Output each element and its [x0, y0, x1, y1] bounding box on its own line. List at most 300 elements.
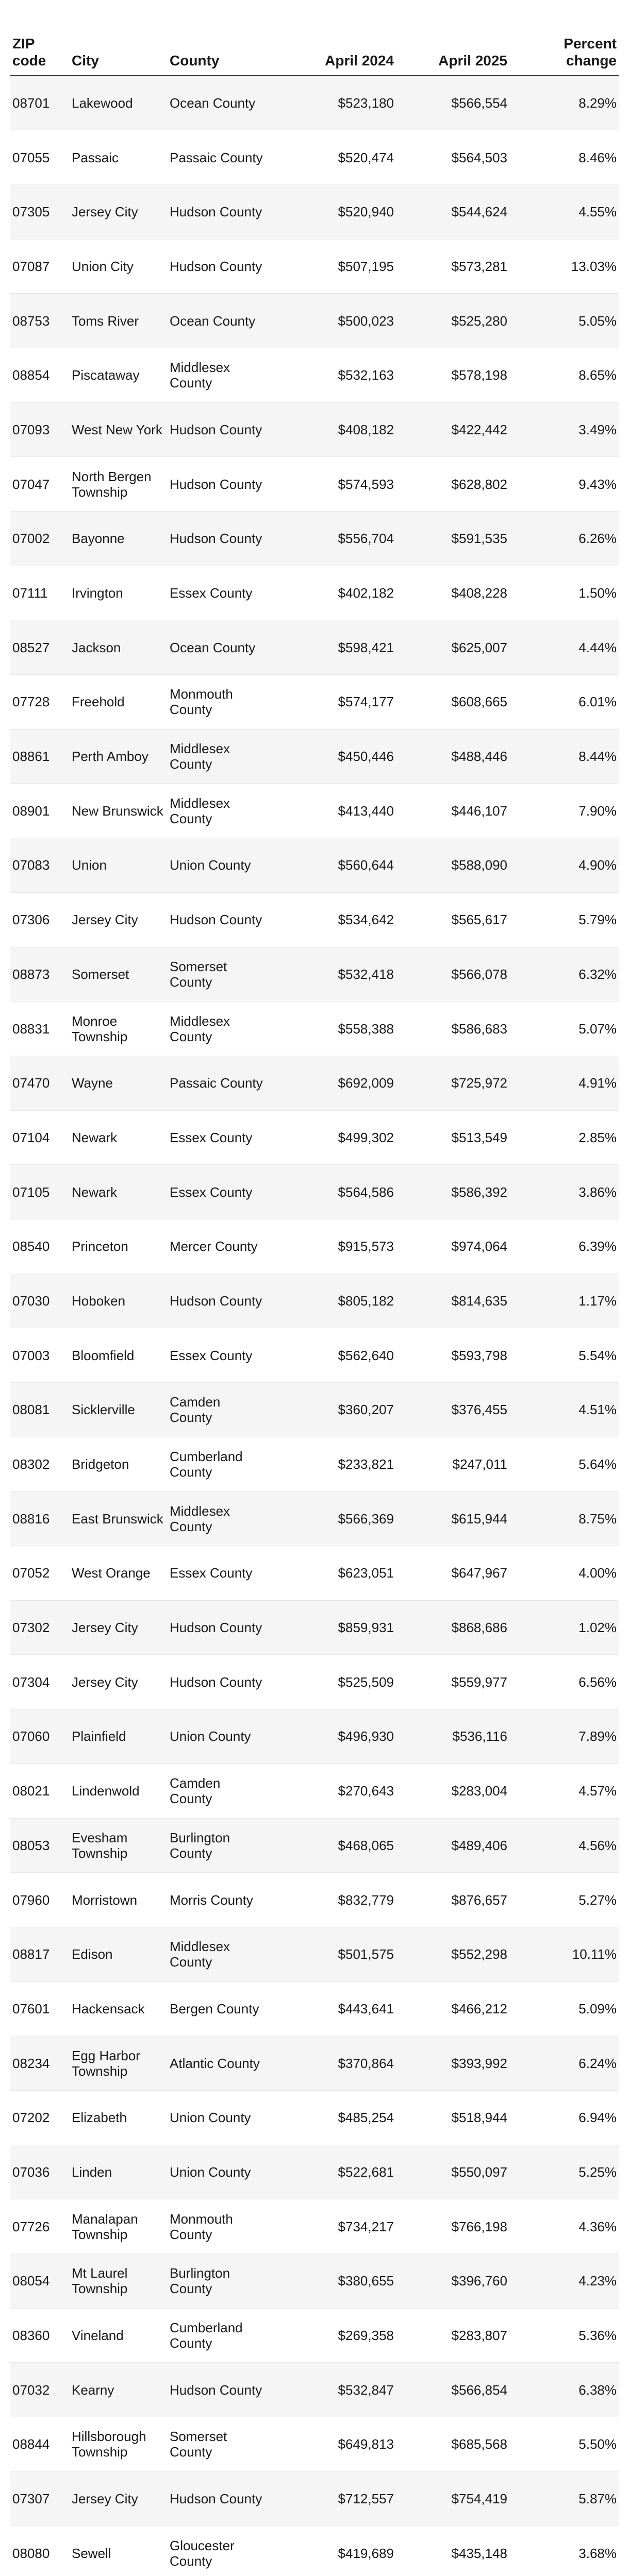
table-row — [10, 402, 619, 457]
zip-code-cell: 08540 — [10, 1219, 70, 1274]
april-2024-cell: $805,182 — [267, 1274, 396, 1328]
april-2025-cell: $488,446 — [396, 729, 509, 784]
april-2024-cell: $269,358 — [267, 2308, 396, 2363]
table-row — [10, 1328, 619, 1383]
zip-code-cell: 08081 — [10, 1383, 70, 1437]
county-cell: Hudson County — [168, 1655, 267, 1709]
zip-code-cell: 07003 — [10, 1328, 70, 1383]
april-2025-cell: $591,535 — [396, 512, 509, 566]
table-row — [10, 892, 619, 947]
zip-code-cell: 07305 — [10, 184, 70, 239]
header-row — [10, 10, 619, 76]
city-cell: West New York — [70, 402, 168, 457]
zip-code-cell: 08302 — [10, 1437, 70, 1492]
city-cell: Irvington — [70, 566, 168, 620]
april-2024-cell: $560,644 — [267, 838, 396, 893]
zip-code-cell: 08873 — [10, 947, 70, 1002]
april-2025-cell: $466,212 — [396, 1981, 509, 2036]
april-2024-cell: $520,940 — [267, 184, 396, 239]
april-2025-cell: $446,107 — [396, 784, 509, 838]
april-2024-cell: $532,418 — [267, 947, 396, 1002]
county-cell: Burlington County — [168, 2254, 267, 2309]
county-cell: Hudson County — [168, 2471, 267, 2526]
county-cell: Middlesex County — [168, 1492, 267, 1546]
april-2025-cell: $513,549 — [396, 1110, 509, 1165]
april-2025-cell: $564,503 — [396, 130, 509, 185]
table-row — [10, 566, 619, 620]
april-2024-cell: $915,573 — [267, 1219, 396, 1274]
percent-change-cell: 4.23% — [509, 2254, 619, 2309]
april-2025-cell: $565,617 — [396, 892, 509, 947]
city-cell: Newark — [70, 1110, 168, 1165]
data-table-container — [10, 10, 619, 2576]
table-row — [10, 1383, 619, 1437]
april-2025-cell: $283,004 — [396, 1764, 509, 1818]
table-row — [10, 239, 619, 294]
county-cell: Monmouth County — [168, 675, 267, 730]
april-2024-cell: $500,023 — [267, 294, 396, 348]
table-row — [10, 2471, 619, 2526]
table-row — [10, 1165, 619, 1219]
table-row — [10, 184, 619, 239]
table-row — [10, 1110, 619, 1165]
county-cell: Hudson County — [168, 512, 267, 566]
percent-change-cell: 1.50% — [509, 566, 619, 620]
county-cell: Union County — [168, 1709, 267, 1764]
county-cell: Hudson County — [168, 239, 267, 294]
table-row — [10, 1492, 619, 1546]
zip-code-cell: 07105 — [10, 1165, 70, 1219]
city-cell: Bloomfield — [70, 1328, 168, 1383]
april-2025-cell: $283,807 — [396, 2308, 509, 2363]
april-2025-cell: $566,078 — [396, 947, 509, 1002]
header-county[interactable]: County — [168, 10, 267, 76]
table-row — [10, 784, 619, 838]
city-cell: Jackson — [70, 620, 168, 675]
county-cell: Atlantic County — [168, 2036, 267, 2091]
city-cell: Jersey City — [70, 892, 168, 947]
table-header — [10, 10, 619, 76]
header-april-2025[interactable]: April 2025 — [396, 10, 509, 76]
april-2024-cell: $468,065 — [267, 1818, 396, 1873]
percent-change-cell: 4.51% — [509, 1383, 619, 1437]
zip-code-cell: 07030 — [10, 1274, 70, 1328]
table-row — [10, 1600, 619, 1655]
zip-code-cell: 07032 — [10, 2363, 70, 2417]
april-2025-cell: $876,657 — [396, 1873, 509, 1927]
county-cell: Gloucester County — [168, 2526, 267, 2576]
april-2024-cell: $520,474 — [267, 130, 396, 185]
percent-change-cell: 5.50% — [509, 2417, 619, 2472]
april-2025-cell: $814,635 — [396, 1274, 509, 1328]
header-april-2024[interactable]: April 2024 — [267, 10, 396, 76]
percent-change-cell: 3.68% — [509, 2526, 619, 2576]
zip-code-cell: 07304 — [10, 1655, 70, 1709]
april-2025-cell: $376,455 — [396, 1383, 509, 1437]
city-cell: Linden — [70, 2145, 168, 2199]
county-cell: Hudson County — [168, 1600, 267, 1655]
county-cell: Hudson County — [168, 2363, 267, 2417]
april-2024-cell: $450,446 — [267, 729, 396, 784]
table-row — [10, 348, 619, 402]
april-2024-cell: $413,440 — [267, 784, 396, 838]
table-row — [10, 2145, 619, 2199]
april-2024-cell: $558,388 — [267, 1002, 396, 1056]
zip-code-cell: 07087 — [10, 239, 70, 294]
table-row — [10, 1437, 619, 1492]
april-2024-cell: $734,217 — [267, 2199, 396, 2254]
zip-code-cell: 07306 — [10, 892, 70, 947]
city-cell: Newark — [70, 1165, 168, 1219]
city-cell: Morristown — [70, 1873, 168, 1927]
percent-change-cell: 6.01% — [509, 675, 619, 730]
county-cell: Ocean County — [168, 294, 267, 348]
percent-change-cell: 3.49% — [509, 402, 619, 457]
city-cell: Jersey City — [70, 2471, 168, 2526]
city-cell: Passaic — [70, 130, 168, 185]
april-2024-cell: $443,641 — [267, 1981, 396, 2036]
table-row — [10, 729, 619, 784]
zip-price-table — [10, 10, 619, 2576]
april-2025-cell: $559,977 — [396, 1655, 509, 1709]
zip-code-cell: 07728 — [10, 675, 70, 730]
table-row — [10, 947, 619, 1002]
county-cell: Somerset County — [168, 947, 267, 1002]
city-cell: Vineland — [70, 2308, 168, 2363]
city-cell: Jersey City — [70, 1655, 168, 1709]
table-row — [10, 1927, 619, 1981]
percent-change-cell: 1.17% — [509, 1274, 619, 1328]
city-cell: Toms River — [70, 294, 168, 348]
percent-change-cell: 5.09% — [509, 1981, 619, 2036]
april-2025-cell: $544,624 — [396, 184, 509, 239]
header-zip-code[interactable]: ZIP code — [10, 10, 70, 76]
zip-code-cell: 08080 — [10, 2526, 70, 2576]
county-cell: Camden County — [168, 1764, 267, 1818]
zip-code-cell: 07726 — [10, 2199, 70, 2254]
county-cell: Middlesex County — [168, 1927, 267, 1981]
percent-change-cell: 7.90% — [509, 784, 619, 838]
april-2025-cell: $578,198 — [396, 348, 509, 402]
county-cell: Cumberland County — [168, 1437, 267, 1492]
april-2024-cell: $556,704 — [267, 512, 396, 566]
county-cell: Union County — [168, 838, 267, 893]
april-2024-cell: $574,593 — [267, 457, 396, 512]
percent-change-cell: 7.89% — [509, 1709, 619, 1764]
table-row — [10, 2090, 619, 2145]
zip-code-cell: 07111 — [10, 566, 70, 620]
zip-code-cell: 08234 — [10, 2036, 70, 2091]
header-percent-change[interactable]: Percent change — [509, 10, 619, 76]
zip-code-cell: 07470 — [10, 1056, 70, 1110]
zip-code-cell: 08831 — [10, 1002, 70, 1056]
zip-code-cell: 07083 — [10, 838, 70, 893]
zip-code-cell: 08901 — [10, 784, 70, 838]
city-cell: Evesham Township — [70, 1818, 168, 1873]
percent-change-cell: 5.27% — [509, 1873, 619, 1927]
april-2025-cell: $489,406 — [396, 1818, 509, 1873]
percent-change-cell: 5.07% — [509, 1002, 619, 1056]
table-row — [10, 1655, 619, 1709]
zip-code-cell: 08054 — [10, 2254, 70, 2309]
percent-change-cell: 5.87% — [509, 2471, 619, 2526]
county-cell: Ocean County — [168, 76, 267, 130]
april-2024-cell: $522,681 — [267, 2145, 396, 2199]
table-row — [10, 1709, 619, 1764]
april-2024-cell: $534,642 — [267, 892, 396, 947]
county-cell: Hudson County — [168, 457, 267, 512]
april-2024-cell: $532,847 — [267, 2363, 396, 2417]
county-cell: Middlesex County — [168, 784, 267, 838]
april-2024-cell: $496,930 — [267, 1709, 396, 1764]
zip-code-cell: 08753 — [10, 294, 70, 348]
april-2025-cell: $422,442 — [396, 402, 509, 457]
city-cell: Jersey City — [70, 1600, 168, 1655]
percent-change-cell: 4.36% — [509, 2199, 619, 2254]
table-row — [10, 2199, 619, 2254]
percent-change-cell: 4.57% — [509, 1764, 619, 1818]
city-cell: Jersey City — [70, 184, 168, 239]
county-cell: Somerset County — [168, 2417, 267, 2472]
april-2024-cell: $380,655 — [267, 2254, 396, 2309]
city-cell: Sicklerville — [70, 1383, 168, 1437]
april-2025-cell: $608,665 — [396, 675, 509, 730]
table-row — [10, 1546, 619, 1601]
county-cell: Middlesex County — [168, 729, 267, 784]
zip-code-cell: 07093 — [10, 402, 70, 457]
city-cell: Wayne — [70, 1056, 168, 1110]
table-row — [10, 2036, 619, 2091]
percent-change-cell: 4.90% — [509, 838, 619, 893]
county-cell: Hudson County — [168, 1274, 267, 1328]
county-cell: Essex County — [168, 1328, 267, 1383]
city-cell: Edison — [70, 1927, 168, 1981]
april-2025-cell: $586,683 — [396, 1002, 509, 1056]
percent-change-cell: 6.26% — [509, 512, 619, 566]
april-2025-cell: $573,281 — [396, 239, 509, 294]
county-cell: Hudson County — [168, 184, 267, 239]
zip-code-cell: 07047 — [10, 457, 70, 512]
table-row — [10, 130, 619, 185]
county-cell: Middlesex County — [168, 348, 267, 402]
county-cell: Passaic County — [168, 130, 267, 185]
zip-code-cell: 08360 — [10, 2308, 70, 2363]
april-2024-cell: $408,182 — [267, 402, 396, 457]
zip-code-cell: 07036 — [10, 2145, 70, 2199]
april-2024-cell: $859,931 — [267, 1600, 396, 1655]
percent-change-cell: 6.56% — [509, 1655, 619, 1709]
zip-code-cell: 07307 — [10, 2471, 70, 2526]
percent-change-cell: 6.32% — [509, 947, 619, 1002]
table-row — [10, 2308, 619, 2363]
april-2024-cell: $564,586 — [267, 1165, 396, 1219]
zip-code-cell: 08844 — [10, 2417, 70, 2472]
april-2024-cell: $523,180 — [267, 76, 396, 130]
april-2024-cell: $649,813 — [267, 2417, 396, 2472]
april-2025-cell: $754,419 — [396, 2471, 509, 2526]
county-cell: Burlington County — [168, 1818, 267, 1873]
city-cell: Elizabeth — [70, 2090, 168, 2145]
header-city[interactable]: City — [70, 10, 168, 76]
county-cell: Bergen County — [168, 1981, 267, 2036]
april-2025-cell: $566,854 — [396, 2363, 509, 2417]
city-cell: Hillsborough Township — [70, 2417, 168, 2472]
zip-code-cell: 07002 — [10, 512, 70, 566]
county-cell: Mercer County — [168, 1219, 267, 1274]
percent-change-cell: 6.39% — [509, 1219, 619, 1274]
city-cell: Hoboken — [70, 1274, 168, 1328]
city-cell: Union — [70, 838, 168, 893]
table-row — [10, 1764, 619, 1818]
percent-change-cell: 5.25% — [509, 2145, 619, 2199]
april-2025-cell: $566,554 — [396, 76, 509, 130]
percent-change-cell: 6.94% — [509, 2090, 619, 2145]
april-2024-cell: $562,640 — [267, 1328, 396, 1383]
table-body — [10, 76, 619, 2576]
county-cell: Essex County — [168, 566, 267, 620]
table-row — [10, 620, 619, 675]
percent-change-cell: 6.24% — [509, 2036, 619, 2091]
april-2024-cell: $402,182 — [267, 566, 396, 620]
zip-code-cell: 08053 — [10, 1818, 70, 1873]
april-2024-cell: $270,643 — [267, 1764, 396, 1818]
city-cell: Lindenwold — [70, 1764, 168, 1818]
table-row — [10, 1219, 619, 1274]
percent-change-cell: 8.46% — [509, 130, 619, 185]
percent-change-cell: 8.29% — [509, 76, 619, 130]
county-cell: Essex County — [168, 1546, 267, 1601]
city-cell: Bridgeton — [70, 1437, 168, 1492]
zip-code-cell: 08817 — [10, 1927, 70, 1981]
percent-change-cell: 5.05% — [509, 294, 619, 348]
april-2024-cell: $499,302 — [267, 1110, 396, 1165]
table-row — [10, 512, 619, 566]
city-cell: Hackensack — [70, 1981, 168, 2036]
april-2025-cell: $974,064 — [396, 1219, 509, 1274]
percent-change-cell: 5.64% — [509, 1437, 619, 1492]
april-2024-cell: $525,509 — [267, 1655, 396, 1709]
zip-code-cell: 08816 — [10, 1492, 70, 1546]
april-2024-cell: $370,864 — [267, 2036, 396, 2091]
april-2024-cell: $485,254 — [267, 2090, 396, 2145]
table-row — [10, 675, 619, 730]
april-2025-cell: $615,944 — [396, 1492, 509, 1546]
percent-change-cell: 8.44% — [509, 729, 619, 784]
city-cell: Kearny — [70, 2363, 168, 2417]
april-2024-cell: $501,575 — [267, 1927, 396, 1981]
zip-code-cell: 08701 — [10, 76, 70, 130]
city-cell: Somerset — [70, 947, 168, 1002]
april-2024-cell: $419,689 — [267, 2526, 396, 2576]
table-row — [10, 1873, 619, 1927]
zip-code-cell: 07052 — [10, 1546, 70, 1601]
table-row — [10, 294, 619, 348]
county-cell: Cumberland County — [168, 2308, 267, 2363]
april-2024-cell: $532,163 — [267, 348, 396, 402]
april-2024-cell: $832,779 — [267, 1873, 396, 1927]
county-cell: Essex County — [168, 1165, 267, 1219]
percent-change-cell: 8.65% — [509, 348, 619, 402]
table-row — [10, 2363, 619, 2417]
april-2025-cell: $647,967 — [396, 1546, 509, 1601]
percent-change-cell: 8.75% — [509, 1492, 619, 1546]
percent-change-cell: 3.86% — [509, 1165, 619, 1219]
county-cell: Monmouth County — [168, 2199, 267, 2254]
percent-change-cell: 4.56% — [509, 1818, 619, 1873]
city-cell: Perth Amboy — [70, 729, 168, 784]
april-2025-cell: $593,798 — [396, 1328, 509, 1383]
zip-code-cell: 08854 — [10, 348, 70, 402]
percent-change-cell: 6.38% — [509, 2363, 619, 2417]
table-row — [10, 76, 619, 130]
city-cell: New Brunswick — [70, 784, 168, 838]
zip-code-cell: 07060 — [10, 1709, 70, 1764]
april-2025-cell: $586,392 — [396, 1165, 509, 1219]
april-2025-cell: $435,148 — [396, 2526, 509, 2576]
april-2025-cell: $628,802 — [396, 457, 509, 512]
percent-change-cell: 13.03% — [509, 239, 619, 294]
table-row — [10, 1981, 619, 2036]
table-row — [10, 838, 619, 893]
april-2025-cell: $868,686 — [396, 1600, 509, 1655]
city-cell: Manalapan Township — [70, 2199, 168, 2254]
table-row — [10, 1274, 619, 1328]
zip-code-cell: 07055 — [10, 130, 70, 185]
city-cell: Bayonne — [70, 512, 168, 566]
april-2025-cell: $525,280 — [396, 294, 509, 348]
city-cell: Piscataway — [70, 348, 168, 402]
april-2024-cell: $692,009 — [267, 1056, 396, 1110]
april-2025-cell: $536,116 — [396, 1709, 509, 1764]
city-cell: Lakewood — [70, 76, 168, 130]
county-cell: Union County — [168, 2145, 267, 2199]
april-2025-cell: $396,760 — [396, 2254, 509, 2309]
county-cell: Middlesex County — [168, 1002, 267, 1056]
county-cell: Morris County — [168, 1873, 267, 1927]
zip-code-cell: 07302 — [10, 1600, 70, 1655]
zip-code-cell: 08861 — [10, 729, 70, 784]
april-2025-cell: $685,568 — [396, 2417, 509, 2472]
april-2025-cell: $625,007 — [396, 620, 509, 675]
city-cell: West Orange — [70, 1546, 168, 1601]
county-cell: Ocean County — [168, 620, 267, 675]
city-cell: Monroe Township — [70, 1002, 168, 1056]
april-2024-cell: $623,051 — [267, 1546, 396, 1601]
percent-change-cell: 5.36% — [509, 2308, 619, 2363]
county-cell: Passaic County — [168, 1056, 267, 1110]
table-row — [10, 2526, 619, 2576]
city-cell: North Bergen Township — [70, 457, 168, 512]
april-2025-cell: $588,090 — [396, 838, 509, 893]
april-2024-cell: $360,207 — [267, 1383, 396, 1437]
county-cell: Hudson County — [168, 892, 267, 947]
zip-code-cell: 08527 — [10, 620, 70, 675]
county-cell: Union County — [168, 2090, 267, 2145]
april-2025-cell: $552,298 — [396, 1927, 509, 1981]
city-cell: Freehold — [70, 675, 168, 730]
zip-code-cell: 08021 — [10, 1764, 70, 1818]
april-2024-cell: $233,821 — [267, 1437, 396, 1492]
table-row — [10, 1818, 619, 1873]
percent-change-cell: 4.91% — [509, 1056, 619, 1110]
city-cell: Union City — [70, 239, 168, 294]
county-cell: Hudson County — [168, 402, 267, 457]
april-2025-cell: $766,198 — [396, 2199, 509, 2254]
april-2024-cell: $507,195 — [267, 239, 396, 294]
april-2024-cell: $566,369 — [267, 1492, 396, 1546]
zip-code-cell: 07601 — [10, 1981, 70, 2036]
april-2025-cell: $550,097 — [396, 2145, 509, 2199]
